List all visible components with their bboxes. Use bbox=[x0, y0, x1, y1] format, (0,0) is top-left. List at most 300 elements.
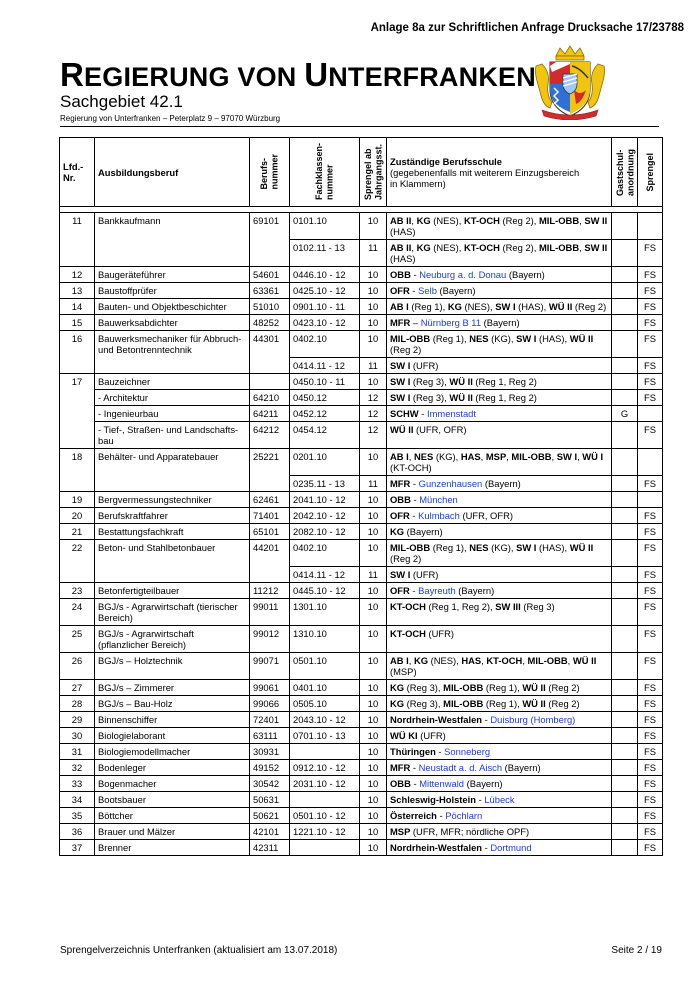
occupation-number: 51010 bbox=[250, 299, 290, 315]
sprengel-from-grade: 10 bbox=[360, 680, 387, 696]
guest-school-order bbox=[612, 680, 638, 696]
row-number: 25 bbox=[60, 626, 95, 653]
table-row bbox=[60, 626, 663, 653]
row-number: 18 bbox=[60, 449, 95, 492]
guest-school-order bbox=[612, 728, 638, 744]
responsible-school: KG (Bayern) bbox=[387, 524, 612, 540]
class-number: 2041.10 - 12 bbox=[290, 492, 360, 508]
guest-school-order bbox=[612, 824, 638, 840]
sprengel-flag: FS bbox=[638, 540, 663, 567]
sprengel-from-grade: 12 bbox=[360, 390, 387, 406]
row-number: 17 bbox=[60, 374, 95, 449]
responsible-school: OBB - München bbox=[387, 492, 612, 508]
sprengel-from-grade: 10 bbox=[360, 696, 387, 712]
training-occupation: BGJ/s – Zimmerer bbox=[95, 680, 250, 696]
responsible-school: SW I (Reg 3), WÜ II (Reg 1, Reg 2) bbox=[387, 390, 612, 406]
col-header-fachklassen: Fachklassen- nummer bbox=[290, 138, 360, 207]
class-number: 0425.10 - 12 bbox=[290, 283, 360, 299]
training-occupation: Bootsbauer bbox=[95, 792, 250, 808]
responsible-school: WÜ KI (UFR) bbox=[387, 728, 612, 744]
occupation-number: 30542 bbox=[250, 776, 290, 792]
row-number: 13 bbox=[60, 283, 95, 299]
training-occupation: Binnenschiffer bbox=[95, 712, 250, 728]
responsible-school: Österreich - Pöchlarn bbox=[387, 808, 612, 824]
table-row bbox=[60, 760, 663, 776]
table-row bbox=[60, 315, 663, 331]
sprengel-from-grade: 10 bbox=[360, 449, 387, 476]
table-row bbox=[60, 696, 663, 712]
table-row bbox=[60, 744, 663, 760]
training-occupation: - Architektur bbox=[95, 390, 250, 406]
responsible-school: OFR - Selb (Bayern) bbox=[387, 283, 612, 299]
sprengel-flag: FS bbox=[638, 315, 663, 331]
class-number: 0101.10 bbox=[290, 213, 360, 240]
training-occupation: Böttcher bbox=[95, 808, 250, 824]
row-number: 11 bbox=[60, 213, 95, 267]
occupation-number: 64210 bbox=[250, 390, 290, 406]
subtitle: Sachgebiet 42.1 bbox=[60, 92, 183, 111]
responsible-school: MSP (UFR, MFR; nördliche OPF) bbox=[387, 824, 612, 840]
class-number: 0454.12 bbox=[290, 422, 360, 449]
responsible-school: KG (Reg 3), MIL-OBB (Reg 1), WÜ II (Reg 2) bbox=[387, 696, 612, 712]
sprengel-from-grade: 10 bbox=[360, 374, 387, 390]
training-occupation: BGJ/s - Agrarwirtschaft (pflanzlicher Bereich) bbox=[95, 626, 250, 653]
class-number: 2043.10 - 12 bbox=[290, 712, 360, 728]
sprengel-from-grade: 10 bbox=[360, 728, 387, 744]
training-occupation: - Ingenieurbau bbox=[95, 406, 250, 422]
training-occupation: Bergvermessungstechniker bbox=[95, 492, 250, 508]
sprengel-flag: FS bbox=[638, 422, 663, 449]
guest-school-order bbox=[612, 240, 638, 267]
sprengel-from-grade: 10 bbox=[360, 808, 387, 824]
occupation-number: 99012 bbox=[250, 626, 290, 653]
sprengel-from-grade: 10 bbox=[360, 492, 387, 508]
sprengel-from-grade: 10 bbox=[360, 744, 387, 760]
table-row bbox=[60, 776, 663, 792]
training-occupation: Bauten- und Objektbeschichter bbox=[95, 299, 250, 315]
sprengel-flag: FS bbox=[638, 599, 663, 626]
sprengel-flag: FS bbox=[638, 283, 663, 299]
responsible-school: OBB - Neuburg a. d. Donau (Bayern) bbox=[387, 267, 612, 283]
guest-school-order bbox=[612, 776, 638, 792]
responsible-school: Nordrhein-Westfalen - Dortmund bbox=[387, 840, 612, 856]
occupation-number bbox=[250, 374, 290, 390]
class-number: 0401.10 bbox=[290, 680, 360, 696]
sprengel-from-grade: 10 bbox=[360, 712, 387, 728]
guest-school-order bbox=[612, 840, 638, 856]
table-row bbox=[60, 492, 663, 508]
row-number: 29 bbox=[60, 712, 95, 728]
table-row bbox=[60, 840, 663, 856]
table-row bbox=[60, 331, 663, 358]
class-number bbox=[290, 840, 360, 856]
sprengel-from-grade: 11 bbox=[360, 358, 387, 374]
sprengel-from-grade: 10 bbox=[360, 760, 387, 776]
class-number: 2082.10 - 12 bbox=[290, 524, 360, 540]
sprengel-flag: FS bbox=[638, 712, 663, 728]
sprengel-flag: FS bbox=[638, 567, 663, 583]
sprengel-from-grade: 10 bbox=[360, 267, 387, 283]
row-number: 16 bbox=[60, 331, 95, 374]
responsible-school: AB I, KG (NES), HAS, KT-OCH, MIL-OBB, WÜ II (MSP) bbox=[387, 653, 612, 680]
sprengel-from-grade: 10 bbox=[360, 653, 387, 680]
sprengel-from-grade: 10 bbox=[360, 213, 387, 240]
sprengel-flag: FS bbox=[638, 583, 663, 599]
responsible-school: Nordrhein-Westfalen - Duisburg (Homberg) bbox=[387, 712, 612, 728]
row-number: 21 bbox=[60, 524, 95, 540]
guest-school-order bbox=[612, 540, 638, 567]
address-line: Regierung von Unterfranken – Peterplatz 9 – 97070 Würzburg bbox=[60, 114, 281, 123]
occupation-number: 50621 bbox=[250, 808, 290, 824]
guest-school-order bbox=[612, 213, 638, 240]
row-number: 37 bbox=[60, 840, 95, 856]
sprengel-flag bbox=[638, 213, 663, 240]
sprengel-flag: FS bbox=[638, 776, 663, 792]
sprengel-from-grade: 11 bbox=[360, 567, 387, 583]
class-number: 0501.10 bbox=[290, 653, 360, 680]
responsible-school: MFR - Neustadt a. d. Aisch (Bayern) bbox=[387, 760, 612, 776]
sprengel-from-grade: 12 bbox=[360, 406, 387, 422]
class-number: 0901.10 - 11 bbox=[290, 299, 360, 315]
sprengel-flag: FS bbox=[638, 792, 663, 808]
page-title: REGIERUNG VON UNTERFRANKEN bbox=[60, 56, 536, 93]
class-number: 0414.11 - 12 bbox=[290, 567, 360, 583]
training-occupation: Behälter- und Apparatebauer bbox=[95, 449, 250, 492]
sprengel-flag: FS bbox=[638, 840, 663, 856]
row-number: 20 bbox=[60, 508, 95, 524]
table-row bbox=[60, 406, 663, 422]
table-row bbox=[60, 712, 663, 728]
header-rule bbox=[60, 126, 659, 127]
class-number bbox=[290, 792, 360, 808]
sprengel-flag: FS bbox=[638, 476, 663, 492]
sprengel-flag: FS bbox=[638, 696, 663, 712]
sprengel-flag: FS bbox=[638, 358, 663, 374]
sprengel-from-grade: 11 bbox=[360, 240, 387, 267]
row-number: 23 bbox=[60, 583, 95, 599]
responsible-school: MFR - Gunzenhausen (Bayern) bbox=[387, 476, 612, 492]
sprengel-flag: FS bbox=[638, 653, 663, 680]
occupation-number: 50631 bbox=[250, 792, 290, 808]
sprengel-flag: FS bbox=[638, 626, 663, 653]
guest-school-order bbox=[612, 299, 638, 315]
responsible-school: WÜ II (UFR, OFR) bbox=[387, 422, 612, 449]
sprengel-flag bbox=[638, 406, 663, 422]
responsible-school: SW I (UFR) bbox=[387, 358, 612, 374]
training-occupation: - Tief-, Straßen- und Landschafts-bau bbox=[95, 422, 250, 449]
sprengel-flag: FS bbox=[638, 331, 663, 358]
table-row bbox=[60, 283, 663, 299]
responsible-school: Schleswig-Holstein - Lübeck bbox=[387, 792, 612, 808]
guest-school-order bbox=[612, 283, 638, 299]
responsible-school: MIL-OBB (Reg 1), NES (KG), SW I (HAS), WÜ II (Reg 2) bbox=[387, 331, 612, 358]
training-occupation: Baugeräteführer bbox=[95, 267, 250, 283]
sprengel-from-grade: 10 bbox=[360, 283, 387, 299]
guest-school-order bbox=[612, 744, 638, 760]
table-row bbox=[60, 449, 663, 476]
guest-school-order bbox=[612, 599, 638, 626]
occupation-number: 62461 bbox=[250, 492, 290, 508]
responsible-school: OFR - Bayreuth (Bayern) bbox=[387, 583, 612, 599]
annex-reference: Anlage 8a zur Schriftlichen Anfrage Drucksache 17/23788 bbox=[370, 22, 684, 34]
occupation-number: 48252 bbox=[250, 315, 290, 331]
training-occupation: Bankkaufmann bbox=[95, 213, 250, 267]
class-number: 0235.11 - 13 bbox=[290, 476, 360, 492]
sprengel-from-grade: 10 bbox=[360, 599, 387, 626]
class-number: 0912.10 - 12 bbox=[290, 760, 360, 776]
table-row bbox=[60, 267, 663, 283]
col-header-nr: Lfd.-Nr. bbox=[60, 138, 95, 207]
training-occupation: Betonfertigteilbauer bbox=[95, 583, 250, 599]
col-header-sprengel-ab: Sprengel ab Jahrgangsst. bbox=[360, 138, 387, 207]
table-row bbox=[60, 213, 663, 240]
row-number: 15 bbox=[60, 315, 95, 331]
training-occupation: Bestattungsfachkraft bbox=[95, 524, 250, 540]
responsible-school: AB II, KG (NES), KT-OCH (Reg 2), MIL-OBB, SW II (HAS) bbox=[387, 240, 612, 267]
occupation-number: 49152 bbox=[250, 760, 290, 776]
row-number: 24 bbox=[60, 599, 95, 626]
row-number: 28 bbox=[60, 696, 95, 712]
occupation-number: 42311 bbox=[250, 840, 290, 856]
training-occupation: BGJ/s – Holztechnik bbox=[95, 653, 250, 680]
responsible-school: OFR - Kulmbach (UFR, OFR) bbox=[387, 508, 612, 524]
table-row bbox=[60, 524, 663, 540]
sprengel-from-grade: 10 bbox=[360, 824, 387, 840]
responsible-school: OBB - Mittenwald (Bayern) bbox=[387, 776, 612, 792]
row-number: 26 bbox=[60, 653, 95, 680]
guest-school-order bbox=[612, 508, 638, 524]
class-number: 0102.11 - 13 bbox=[290, 240, 360, 267]
sprengel-flag: FS bbox=[638, 728, 663, 744]
guest-school-order bbox=[612, 653, 638, 680]
sprengel-flag: FS bbox=[638, 808, 663, 824]
class-number: 0446.10 - 12 bbox=[290, 267, 360, 283]
table-row bbox=[60, 824, 663, 840]
table-row bbox=[60, 808, 663, 824]
training-occupation: Bogenmacher bbox=[95, 776, 250, 792]
row-number: 14 bbox=[60, 299, 95, 315]
training-occupation: Baustoffprüfer bbox=[95, 283, 250, 299]
col-header-schule: Zuständige Berufsschule (gegebenenfalls mit weiterem Einzugsbereich in Klammern) bbox=[387, 138, 612, 207]
col-header-sprengel: Sprengel bbox=[638, 138, 663, 207]
guest-school-order bbox=[612, 583, 638, 599]
vocational-schools-table bbox=[59, 137, 663, 856]
sprengel-flag: FS bbox=[638, 680, 663, 696]
class-number: 2031.10 - 12 bbox=[290, 776, 360, 792]
row-number: 31 bbox=[60, 744, 95, 760]
responsible-school: MIL-OBB (Reg 1), NES (KG), SW I (HAS), WÜ II (Reg 2) bbox=[387, 540, 612, 567]
table-row bbox=[60, 508, 663, 524]
row-number: 22 bbox=[60, 540, 95, 583]
class-number: 0402.10 bbox=[290, 331, 360, 358]
training-occupation: Brauer und Mälzer bbox=[95, 824, 250, 840]
occupation-number: 44301 bbox=[250, 331, 290, 374]
class-number: 0414.11 - 12 bbox=[290, 358, 360, 374]
class-number: 0505.10 bbox=[290, 696, 360, 712]
guest-school-order bbox=[612, 449, 638, 476]
table-row bbox=[60, 653, 663, 680]
row-number: 36 bbox=[60, 824, 95, 840]
table-row bbox=[60, 680, 663, 696]
table-row bbox=[60, 390, 663, 406]
class-number: 1301.10 bbox=[290, 599, 360, 626]
training-occupation: BGJ/s – Bau-Holz bbox=[95, 696, 250, 712]
training-occupation: Berufskraftfahrer bbox=[95, 508, 250, 524]
guest-school-order bbox=[612, 712, 638, 728]
table-row bbox=[60, 728, 663, 744]
sprengel-from-grade: 10 bbox=[360, 840, 387, 856]
occupation-number: 72401 bbox=[250, 712, 290, 728]
page-number: Seite 2 / 19 bbox=[611, 945, 662, 956]
training-occupation: BGJ/s - Agrarwirtschaft (tierischer Bereich) bbox=[95, 599, 250, 626]
guest-school-order bbox=[612, 524, 638, 540]
occupation-number: 99071 bbox=[250, 653, 290, 680]
table-row bbox=[60, 599, 663, 626]
coat-of-arms-icon bbox=[532, 44, 608, 120]
occupation-number: 11212 bbox=[250, 583, 290, 599]
occupation-number: 64212 bbox=[250, 422, 290, 449]
class-number: 0452.12 bbox=[290, 406, 360, 422]
sprengel-flag: FS bbox=[638, 374, 663, 390]
sprengel-flag: FS bbox=[638, 524, 663, 540]
sprengel-from-grade: 10 bbox=[360, 524, 387, 540]
sprengel-from-grade: 10 bbox=[360, 792, 387, 808]
sprengel-flag: FS bbox=[638, 744, 663, 760]
guest-school-order bbox=[612, 492, 638, 508]
class-number: 0201.10 bbox=[290, 449, 360, 476]
occupation-number: 30931 bbox=[250, 744, 290, 760]
responsible-school: KT-OCH (Reg 1, Reg 2), SW III (Reg 3) bbox=[387, 599, 612, 626]
sprengel-from-grade: 10 bbox=[360, 776, 387, 792]
sprengel-from-grade: 10 bbox=[360, 583, 387, 599]
sprengel-flag: FS bbox=[638, 390, 663, 406]
table-row bbox=[60, 299, 663, 315]
guest-school-order bbox=[612, 476, 638, 492]
guest-school-order bbox=[612, 567, 638, 583]
training-occupation: Bauzeichner bbox=[95, 374, 250, 390]
guest-school-order bbox=[612, 696, 638, 712]
sprengel-flag: FS bbox=[638, 299, 663, 315]
col-header-beruf: Ausbildungsberuf bbox=[95, 138, 250, 207]
guest-school-order bbox=[612, 358, 638, 374]
guest-school-order bbox=[612, 315, 638, 331]
sprengel-from-grade: 10 bbox=[360, 508, 387, 524]
row-number: 35 bbox=[60, 808, 95, 824]
responsible-school: Thüringen - Sonneberg bbox=[387, 744, 612, 760]
sprengel-flag: FS bbox=[638, 508, 663, 524]
guest-school-order bbox=[612, 808, 638, 824]
training-occupation: Beton- und Stahlbetonbauer bbox=[95, 540, 250, 583]
class-number: 0501.10 - 12 bbox=[290, 808, 360, 824]
sprengel-from-grade: 12 bbox=[360, 422, 387, 449]
sprengel-from-grade: 10 bbox=[360, 540, 387, 567]
row-number: 27 bbox=[60, 680, 95, 696]
guest-school-order bbox=[612, 267, 638, 283]
table-header-row bbox=[60, 138, 663, 207]
sprengel-flag bbox=[638, 449, 663, 476]
training-occupation: Bauwerksabdichter bbox=[95, 315, 250, 331]
row-number: 32 bbox=[60, 760, 95, 776]
row-number: 34 bbox=[60, 792, 95, 808]
responsible-school: AB I, NES (KG), HAS, MSP, MIL-OBB, SW I, WÜ I (KT-OCH) bbox=[387, 449, 612, 476]
sprengel-flag: FS bbox=[638, 760, 663, 776]
occupation-number: 54601 bbox=[250, 267, 290, 283]
occupation-number: 63361 bbox=[250, 283, 290, 299]
sprengel-from-grade: 11 bbox=[360, 476, 387, 492]
guest-school-order bbox=[612, 760, 638, 776]
class-number: 1310.10 bbox=[290, 626, 360, 653]
table-row bbox=[60, 583, 663, 599]
training-occupation: Biologiemodellmacher bbox=[95, 744, 250, 760]
occupation-number: 25221 bbox=[250, 449, 290, 492]
class-number: 1221.10 - 12 bbox=[290, 824, 360, 840]
responsible-school: SW I (UFR) bbox=[387, 567, 612, 583]
sprengel-from-grade: 10 bbox=[360, 315, 387, 331]
row-number: 12 bbox=[60, 267, 95, 283]
occupation-number: 63111 bbox=[250, 728, 290, 744]
sprengel-from-grade: 10 bbox=[360, 626, 387, 653]
table-row bbox=[60, 540, 663, 567]
occupation-number: 71401 bbox=[250, 508, 290, 524]
table-row bbox=[60, 374, 663, 390]
guest-school-order bbox=[612, 374, 638, 390]
training-occupation: Bauwerksmechaniker für Abbruch- und Betontrenntechnik bbox=[95, 331, 250, 374]
guest-school-order bbox=[612, 331, 638, 358]
row-number: 30 bbox=[60, 728, 95, 744]
guest-school-order bbox=[612, 390, 638, 406]
guest-school-order: G bbox=[612, 406, 638, 422]
class-number: 0701.10 - 13 bbox=[290, 728, 360, 744]
training-occupation: Biologielaborant bbox=[95, 728, 250, 744]
responsible-school: AB I (Reg 1), KG (NES), SW I (HAS), WÜ II (Reg 2) bbox=[387, 299, 612, 315]
occupation-number: 42101 bbox=[250, 824, 290, 840]
responsible-school: KG (Reg 3), MIL-OBB (Reg 1), WÜ II (Reg 2) bbox=[387, 680, 612, 696]
class-number bbox=[290, 744, 360, 760]
guest-school-order bbox=[612, 626, 638, 653]
occupation-number: 44201 bbox=[250, 540, 290, 583]
training-occupation: Bodenleger bbox=[95, 760, 250, 776]
sprengel-flag: FS bbox=[638, 267, 663, 283]
sprengel-flag: FS bbox=[638, 240, 663, 267]
occupation-number: 69101 bbox=[250, 213, 290, 267]
col-header-berufsnummer: Berufs- nummer bbox=[250, 138, 290, 207]
responsible-school: SW I (Reg 3), WÜ II (Reg 1, Reg 2) bbox=[387, 374, 612, 390]
guest-school-order bbox=[612, 422, 638, 449]
responsible-school: SCHW - Immenstadt bbox=[387, 406, 612, 422]
occupation-number: 99061 bbox=[250, 680, 290, 696]
guest-school-order bbox=[612, 792, 638, 808]
table-row bbox=[60, 422, 663, 449]
occupation-number: 65101 bbox=[250, 524, 290, 540]
footer-note: Sprengelverzeichnis Unterfranken (aktualisiert am 13.07.2018) bbox=[60, 945, 338, 956]
occupation-number: 99011 bbox=[250, 599, 290, 626]
class-number: 0450.10 - 11 bbox=[290, 374, 360, 390]
row-number: 33 bbox=[60, 776, 95, 792]
class-number: 0450.12 bbox=[290, 390, 360, 406]
sprengel-from-grade: 10 bbox=[360, 331, 387, 358]
training-occupation: Brenner bbox=[95, 840, 250, 856]
col-header-gastschul: Gastschul- anordnung bbox=[612, 138, 638, 207]
class-number: 0402.10 bbox=[290, 540, 360, 567]
responsible-school: KT-OCH (UFR) bbox=[387, 626, 612, 653]
occupation-number: 64211 bbox=[250, 406, 290, 422]
table-row bbox=[60, 792, 663, 808]
occupation-number: 99066 bbox=[250, 696, 290, 712]
class-number: 2042.10 - 12 bbox=[290, 508, 360, 524]
sprengel-from-grade: 10 bbox=[360, 299, 387, 315]
sprengel-flag bbox=[638, 492, 663, 508]
responsible-school: AB II, KG (NES), KT-OCH (Reg 2), MIL-OBB, SW II (HAS) bbox=[387, 213, 612, 240]
